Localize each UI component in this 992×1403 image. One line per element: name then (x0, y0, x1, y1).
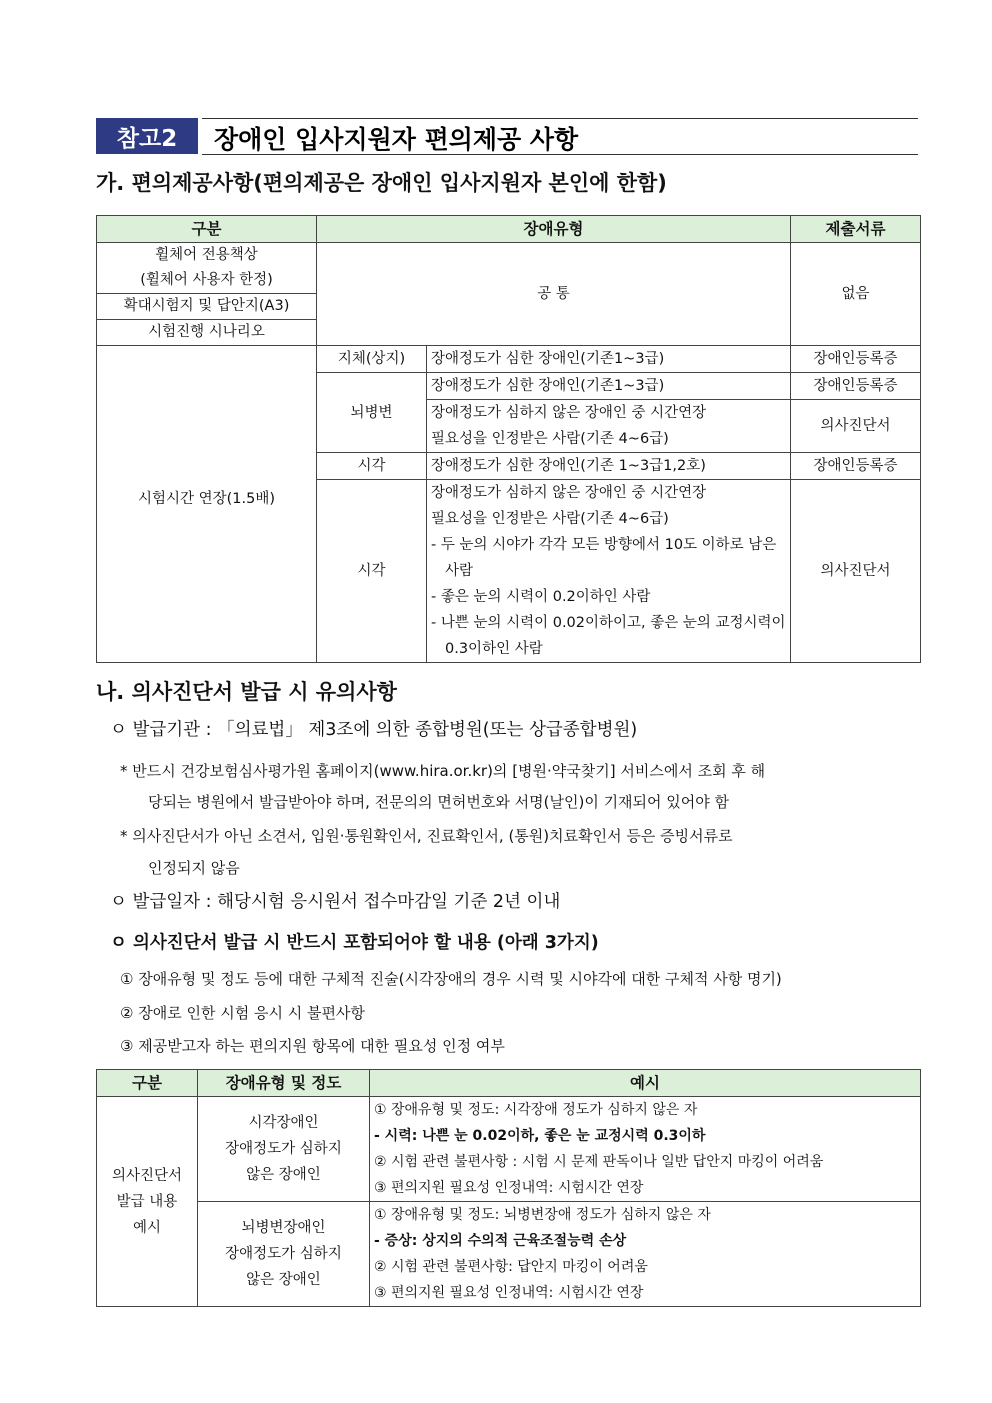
table-row (97, 1202, 921, 1307)
col-header-category: 구분 (97, 216, 317, 243)
type-cell: 뇌병변 (317, 373, 427, 453)
label-line: 예시 (132, 1219, 161, 1236)
must-include-text: ㅇ 의사진단서 발급 시 반드시 포함되어야 할 내용 (아래 3가지) (110, 933, 599, 953)
example-detail-cell (370, 1202, 921, 1307)
table-row (97, 1097, 921, 1202)
desc-line: - 두 눈의 시야가 각각 모든 방향에서 10도 이하로 남은 사람 (431, 537, 777, 579)
example-detail-cell (370, 1097, 921, 1202)
desc-line: 장애정도가 심하지 않은 장애인 중 시간연장 (431, 405, 707, 421)
col-header-doc: 제출서류 (791, 216, 921, 243)
common-item: 시험진행 시나리오 (148, 324, 265, 340)
type-line: 시각장애인 (248, 1115, 319, 1131)
accommodation-table (96, 215, 921, 663)
reference-header (96, 118, 918, 156)
doc-cell: 장애인등록증 (791, 346, 921, 373)
note-text: * 의사진단서가 아닌 소견서, 입원·통원확인서, 진료확인서, (통원)치료확인서 등은 증빙서류로 (120, 827, 733, 845)
extension-label-cell: 시험시간 연장(1.5배) (97, 346, 317, 663)
common-item: 확대시험지 및 답안지(A3) (97, 294, 316, 320)
detail-line: ② 시험 관련 불편사항: 답안지 마킹이 어려움 (374, 1259, 648, 1275)
desc-line: 필요성을 인정받은 사람(기존 4~6급) (431, 511, 669, 527)
type-line: 뇌병변장애인 (241, 1220, 326, 1236)
table-row (97, 243, 921, 346)
type-line: 않은 장애인 (246, 1167, 321, 1183)
desc-cell: 장애정도가 심한 장애인(기존1~3급) (427, 373, 791, 400)
example-type-cell (198, 1097, 370, 1202)
col-header-type: 장애유형 (317, 216, 791, 243)
common-item: 휠체어 전용책상 (155, 247, 258, 263)
col-header-example: 예시 (370, 1070, 921, 1097)
common-type-cell: 공 통 (317, 243, 791, 346)
desc-line: - 좋은 눈의 시력이 0.2이하인 사람 (431, 589, 651, 605)
date-text: ㅇ 발급일자 : 해당시험 응시원서 접수마감일 기준 2년 이내 (110, 892, 561, 912)
type-cell: 시각 (317, 480, 427, 663)
common-item: (휠체어 사용자 한정) (140, 272, 273, 288)
common-items-cell (97, 243, 317, 346)
detail-line: - 시력: 나쁜 눈 0.02이하, 좋은 눈 교정시력 0.3이하 (374, 1128, 706, 1144)
desc-line: 장애정도가 심하지 않은 장애인 중 시간연장 (431, 485, 707, 501)
detail-line: ② 시험 관련 불편사항 : 시험 시 문제 판독이나 일반 답안지 마킹이 어려움 (374, 1154, 824, 1170)
detail-line: ③ 편의지원 필요성 인정내역: 시험시간 연장 (374, 1180, 644, 1196)
note-text: 인정되지 않음 (148, 859, 240, 877)
type-line: 않은 장애인 (246, 1272, 321, 1288)
example-table (96, 1069, 921, 1307)
type-line: 장애정도가 심하지 (225, 1141, 342, 1157)
detail-line: ① 장애유형 및 정도: 뇌병변장애 정도가 심하지 않은 자 (374, 1207, 711, 1223)
doc-cell: 장애인등록증 (791, 373, 921, 400)
example-type-cell (198, 1202, 370, 1307)
list-item: ① 장애유형 및 정도 등에 대한 구체적 진술(시각장애의 경우 시력 및 시야각에 대한 구체적 사항 명기) (120, 970, 782, 988)
page-title: 장애인 입사지원자 편의제공 사항 (214, 125, 579, 154)
doc-cell: 의사진단서 (791, 480, 921, 663)
issuer-text: ㅇ 발급기관 : 「의료법」 제3조에 의한 종합병원(또는 상급종합병원) (110, 720, 638, 740)
col-header-category: 구분 (97, 1070, 198, 1097)
label-line: 의사진단서 (111, 1167, 183, 1184)
detail-line: - 증상: 상지의 수의적 근육조절능력 손상 (374, 1233, 627, 1249)
desc-cell: 장애정도가 심한 장애인(기존1~3급) (427, 346, 791, 373)
note-text: 당되는 병원에서 발급받아야 하며, 전문의의 면허번호와 서명(날인)이 기재되어 있어야 함 (148, 793, 730, 811)
desc-line: - 나쁜 눈의 시력이 0.02이하이고, 좋은 눈의 교정시력이 0.3이하인 사람 (431, 615, 786, 657)
common-doc-cell: 없음 (791, 243, 921, 346)
col-header-type: 장애유형 및 정도 (198, 1070, 370, 1097)
section-b-title: 나. 의사진단서 발급 시 유의사항 (96, 680, 397, 704)
label-line: 발급 내용 (116, 1193, 178, 1210)
desc-cell (427, 400, 791, 453)
doc-cell: 장애인등록증 (791, 453, 921, 480)
header-rule-top (202, 118, 918, 119)
table-header-row (97, 216, 921, 243)
section-a-title: 가. 편의제공사항(편의제공은 장애인 입사지원자 본인에 한함) (96, 171, 667, 195)
example-label-cell (97, 1097, 198, 1307)
reference-badge: 참고2 (96, 118, 198, 154)
table-header-row (97, 1070, 921, 1097)
table-row (97, 346, 921, 373)
type-cell: 지체(상지) (317, 346, 427, 373)
list-item: ③ 제공받고자 하는 편의지원 항목에 대한 필요성 인정 여부 (120, 1037, 505, 1055)
doc-cell: 의사진단서 (791, 400, 921, 453)
detail-line: ③ 편의지원 필요성 인정내역: 시험시간 연장 (374, 1285, 644, 1301)
type-line: 장애정도가 심하지 (225, 1246, 342, 1262)
detail-line: ① 장애유형 및 정도: 시각장애 정도가 심하지 않은 자 (374, 1102, 698, 1118)
desc-cell (427, 480, 791, 663)
note-text: * 반드시 건강보험심사평가원 홈페이지(www.hira.or.kr)의 [병원·약국찾기] 서비스에서 조회 후 해 (120, 762, 766, 780)
type-cell: 시각 (317, 453, 427, 480)
desc-line: 필요성을 인정받은 사람(기존 4~6급) (431, 431, 669, 447)
desc-cell: 장애정도가 심한 장애인(기존 1~3급1,2호) (427, 453, 791, 480)
list-item: ② 장애로 인한 시험 응시 시 불편사항 (120, 1004, 365, 1022)
